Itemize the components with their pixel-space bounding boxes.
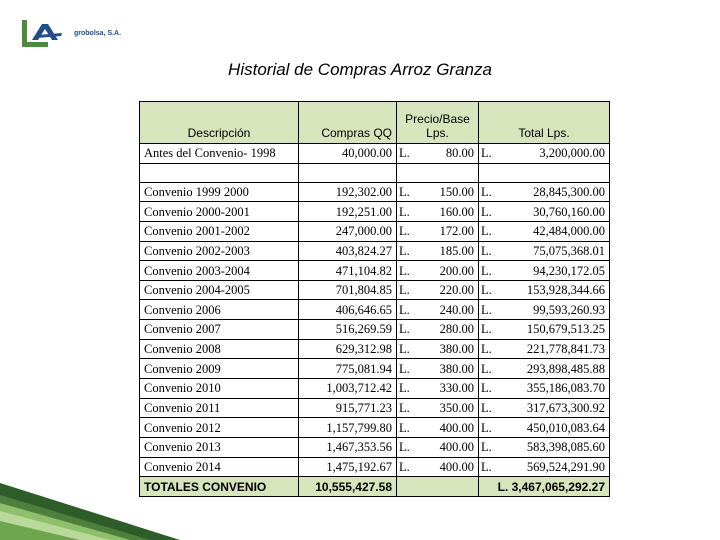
corner-stripes-decoration	[0, 445, 180, 540]
row-descripcion: Convenio 2010	[140, 379, 299, 399]
row-compras: 629,312.98	[299, 339, 397, 359]
row-precio-currency	[397, 163, 413, 182]
row-precio-currency: L.	[397, 320, 413, 340]
row-compras: 40,000.00	[299, 144, 397, 164]
row-total: 569,524,291.90	[495, 457, 610, 477]
row-total: 317,673,300.92	[495, 398, 610, 418]
row-precio: 380.00	[413, 339, 479, 359]
purchase-history-table-container	[139, 101, 609, 497]
row-total-currency: L.	[479, 261, 495, 281]
row-total	[495, 163, 610, 182]
row-total-currency: L.	[479, 221, 495, 241]
row-precio: 240.00	[413, 300, 479, 320]
row-compras: 247,000.00	[299, 221, 397, 241]
row-precio: 330.00	[413, 379, 479, 399]
table-body	[140, 144, 610, 477]
company-logo	[18, 18, 128, 50]
row-total: 75,075,368.01	[495, 241, 610, 261]
page-title: Historial de Compras Arroz Granza	[228, 60, 492, 79]
row-descripcion: Convenio 2002-2003	[140, 241, 299, 261]
row-descripcion: Convenio 2013	[140, 437, 299, 457]
row-descripcion: Convenio 2011	[140, 398, 299, 418]
table-row	[140, 280, 610, 300]
table-row	[140, 339, 610, 359]
row-precio-currency: L.	[397, 339, 413, 359]
row-precio: 160.00	[413, 202, 479, 222]
row-total-currency: L.	[479, 398, 495, 418]
row-precio-currency: L.	[397, 280, 413, 300]
row-compras: 406,646.65	[299, 300, 397, 320]
row-total: 150,679,513.25	[495, 320, 610, 340]
row-precio-currency: L.	[397, 418, 413, 438]
row-precio-currency: L.	[397, 379, 413, 399]
row-compras: 1,475,192.67	[299, 457, 397, 477]
row-precio-currency: L.	[397, 300, 413, 320]
row-total-currency: L.	[479, 457, 495, 477]
row-precio: 200.00	[413, 261, 479, 281]
row-compras: 192,251.00	[299, 202, 397, 222]
row-precio-currency: L.	[397, 398, 413, 418]
row-descripcion	[140, 163, 299, 182]
row-total-currency: L.	[479, 339, 495, 359]
row-total-currency	[479, 163, 495, 182]
row-total: 583,398,085.60	[495, 437, 610, 457]
row-total-currency: L.	[479, 320, 495, 340]
row-compras: 1,467,353.56	[299, 437, 397, 457]
row-descripcion: Convenio 2014	[140, 457, 299, 477]
totals-row	[140, 477, 610, 497]
row-descripcion: Antes del Convenio- 1998	[140, 144, 299, 164]
row-compras: 516,269.59	[299, 320, 397, 340]
row-total-currency: L.	[479, 241, 495, 261]
row-total: 3,200,000.00	[495, 144, 610, 164]
table-header-row	[140, 102, 610, 144]
table-row	[140, 202, 610, 222]
table-row	[140, 144, 610, 164]
row-total: 293,898,485.88	[495, 359, 610, 379]
row-total-currency: L.	[479, 418, 495, 438]
row-total-currency: L.	[479, 182, 495, 202]
row-precio: 350.00	[413, 398, 479, 418]
table-row	[140, 163, 610, 182]
table-row	[140, 418, 610, 438]
header-precio-line1: Precio/Base	[405, 112, 470, 126]
table-row	[140, 320, 610, 340]
table-row	[140, 398, 610, 418]
row-descripcion: Convenio 2000-2001	[140, 202, 299, 222]
table-row	[140, 437, 610, 457]
row-descripcion: Convenio 2003-2004	[140, 261, 299, 281]
header-total: Total Lps.	[479, 102, 610, 144]
row-compras: 192,302.00	[299, 182, 397, 202]
row-total-currency: L.	[479, 379, 495, 399]
row-precio-currency: L.	[397, 241, 413, 261]
row-total: 450,010,083.64	[495, 418, 610, 438]
row-compras: 915,771.23	[299, 398, 397, 418]
row-precio	[413, 163, 479, 182]
table-row	[140, 182, 610, 202]
row-total-currency: L.	[479, 144, 495, 164]
row-precio: 220.00	[413, 280, 479, 300]
row-total: 30,760,160.00	[495, 202, 610, 222]
row-precio-currency: L.	[397, 359, 413, 379]
row-precio: 150.00	[413, 182, 479, 202]
row-total: 42,484,000.00	[495, 221, 610, 241]
header-precio	[397, 102, 479, 144]
row-precio-currency: L.	[397, 261, 413, 281]
row-total-currency: L.	[479, 300, 495, 320]
row-total: 221,778,841.73	[495, 339, 610, 359]
row-compras: 1,157,799.80	[299, 418, 397, 438]
row-precio-currency: L.	[397, 182, 413, 202]
header-precio-line2: Lps.	[426, 126, 449, 140]
row-total-currency: L.	[479, 202, 495, 222]
row-descripcion: Convenio 2007	[140, 320, 299, 340]
row-descripcion: Convenio 2009	[140, 359, 299, 379]
row-descripcion: Convenio 2004-2005	[140, 280, 299, 300]
row-compras	[299, 163, 397, 182]
row-descripcion: Convenio 2012	[140, 418, 299, 438]
table-row	[140, 221, 610, 241]
table-row	[140, 379, 610, 399]
table-row	[140, 457, 610, 477]
row-descripcion: Convenio 1999 2000	[140, 182, 299, 202]
row-precio-currency: L.	[397, 144, 413, 164]
row-precio-currency: L.	[397, 457, 413, 477]
row-compras: 701,804.85	[299, 280, 397, 300]
table-row	[140, 241, 610, 261]
row-precio: 280.00	[413, 320, 479, 340]
table-row	[140, 300, 610, 320]
row-precio: 400.00	[413, 418, 479, 438]
row-descripcion: Convenio 2008	[140, 339, 299, 359]
totals-total: L. 3,467,065,292.27	[479, 477, 610, 497]
row-precio: 400.00	[413, 437, 479, 457]
row-precio-currency: L.	[397, 202, 413, 222]
row-descripcion: Convenio 2001-2002	[140, 221, 299, 241]
row-precio: 380.00	[413, 359, 479, 379]
totals-precio-empty	[397, 477, 479, 497]
row-precio: 400.00	[413, 457, 479, 477]
row-descripcion: Convenio 2006	[140, 300, 299, 320]
company-name: grobolsa, S.A.	[74, 30, 122, 37]
purchase-history-table	[139, 101, 610, 497]
row-total-currency: L.	[479, 359, 495, 379]
row-precio: 185.00	[413, 241, 479, 261]
logo-mark-icon	[18, 18, 64, 50]
row-compras: 775,081.94	[299, 359, 397, 379]
row-precio-currency: L.	[397, 437, 413, 457]
row-total-currency: L.	[479, 280, 495, 300]
header-compras: Compras QQ	[299, 102, 397, 144]
row-total: 94,230,172.05	[495, 261, 610, 281]
row-total-currency: L.	[479, 437, 495, 457]
table-row	[140, 261, 610, 281]
row-total: 153,928,344.66	[495, 280, 610, 300]
row-total: 28,845,300.00	[495, 182, 610, 202]
row-precio-currency: L.	[397, 221, 413, 241]
totals-compras: 10,555,427.58	[299, 477, 397, 497]
row-compras: 471,104.82	[299, 261, 397, 281]
totals-label: TOTALES CONVENIO	[140, 477, 299, 497]
row-total: 99,593,260.93	[495, 300, 610, 320]
row-compras: 403,824.27	[299, 241, 397, 261]
row-compras: 1,003,712.42	[299, 379, 397, 399]
table-row	[140, 359, 610, 379]
row-total: 355,186,083.70	[495, 379, 610, 399]
header-descripcion: Descripción	[140, 102, 299, 144]
row-precio: 80.00	[413, 144, 479, 164]
row-precio: 172.00	[413, 221, 479, 241]
